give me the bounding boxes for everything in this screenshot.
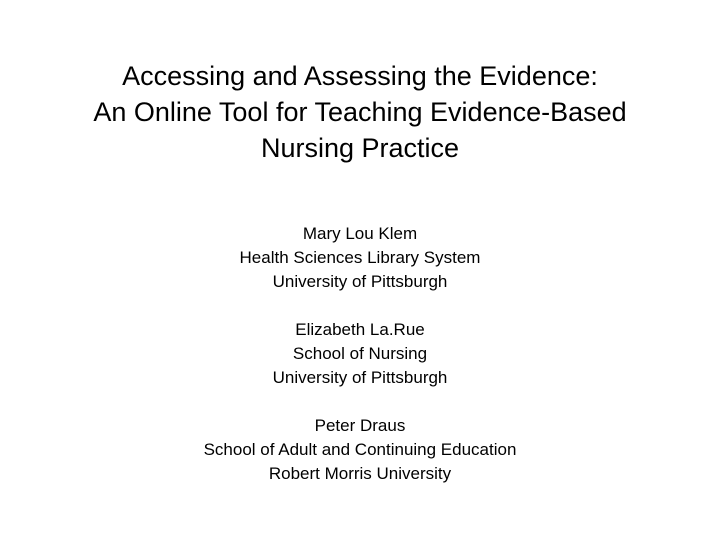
title-line-2: An Online Tool for Teaching Evidence-Based: [93, 97, 627, 127]
author-block-draus: [100, 414, 620, 486]
author-block-klem: [100, 222, 620, 294]
author-name: Peter Draus: [314, 416, 406, 435]
author-affiliation: Health Sciences Library System: [239, 248, 481, 267]
title-line-3: Nursing Practice: [260, 133, 460, 163]
author-affiliation: School of Nursing: [292, 344, 428, 363]
title-line-1: Accessing and Assessing the Evidence:: [122, 61, 598, 91]
author-institution: University of Pittsburgh: [272, 368, 448, 387]
author-name: Elizabeth La.Rue: [295, 320, 425, 339]
author-institution: Robert Morris University: [268, 464, 452, 483]
author-affiliation: School of Adult and Continuing Education: [203, 440, 517, 459]
author-name: Mary Lou Klem: [302, 224, 418, 243]
slide-title: [20, 58, 700, 166]
author-institution: University of Pittsburgh: [272, 272, 448, 291]
author-block-larue: [100, 318, 620, 390]
